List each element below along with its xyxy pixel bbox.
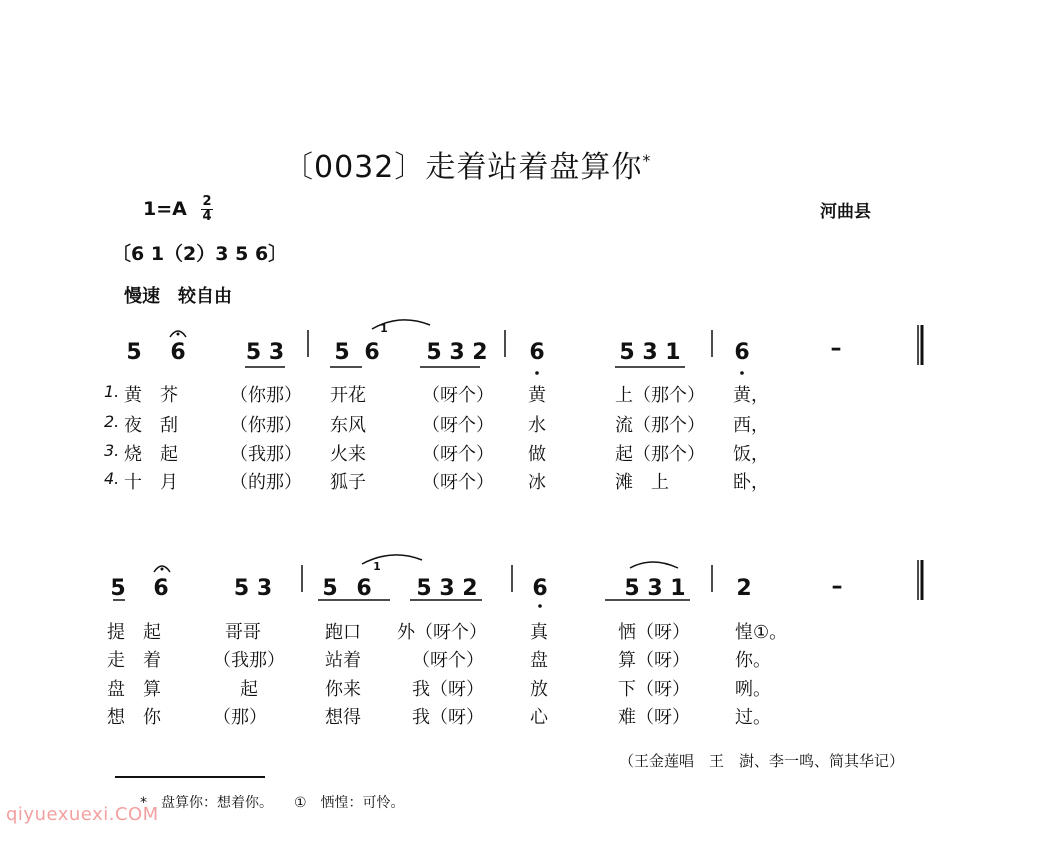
lyric: 卧， bbox=[733, 472, 769, 493]
note: 5 3 2 bbox=[416, 576, 478, 601]
lyric: 算（呀） bbox=[618, 650, 690, 671]
lyric: 夜 刮 bbox=[124, 415, 178, 436]
lyric: 东风 bbox=[330, 415, 366, 436]
note: 5 3 bbox=[233, 576, 273, 601]
lyric: 过。 bbox=[735, 707, 771, 728]
lyric: 烧 起 bbox=[124, 444, 178, 465]
lower-octave-dot bbox=[538, 604, 542, 608]
lyric: 哥哥 bbox=[225, 622, 261, 643]
lyric: 难（呀） bbox=[618, 707, 690, 728]
note: 5 bbox=[334, 340, 350, 365]
lyric: 狐子 bbox=[330, 472, 366, 493]
lyric: 惶①。 bbox=[735, 622, 788, 643]
lyric: 心 bbox=[530, 707, 548, 728]
lyric: 饭， bbox=[733, 444, 769, 465]
footnote-divider bbox=[115, 776, 265, 778]
title-footnote-mark: * bbox=[642, 151, 652, 170]
lower-octave-dot bbox=[740, 371, 744, 375]
staff-2-markings bbox=[100, 550, 940, 620]
verse-number: 3. bbox=[104, 441, 120, 460]
fermata-dot bbox=[177, 333, 180, 336]
note: 5 3 1 bbox=[624, 576, 686, 601]
lyric: 下（呀） bbox=[618, 679, 690, 700]
lyric: 开花 bbox=[330, 385, 366, 406]
note: 5 bbox=[322, 576, 338, 601]
grace-note: 1 bbox=[373, 560, 381, 573]
lyric: 上（那个） bbox=[615, 385, 705, 406]
lyric: 跑口 bbox=[325, 622, 361, 643]
slur-icon bbox=[372, 320, 430, 329]
lyric: 外（呀个） bbox=[397, 622, 487, 643]
note: 6 bbox=[170, 340, 186, 365]
place-of-origin: 河曲县 bbox=[820, 202, 871, 222]
lyric: 火来 bbox=[330, 444, 366, 465]
meter-bottom: 4 bbox=[202, 209, 212, 224]
lyric: （呀个） bbox=[422, 385, 494, 406]
lyric: （呀个） bbox=[412, 650, 484, 671]
lyric: （那） bbox=[213, 707, 267, 728]
key-label: 1=A bbox=[143, 198, 187, 220]
lyric: （你那） bbox=[230, 415, 302, 436]
lyric: 盘 bbox=[530, 650, 548, 671]
footnote: * 盘算你：想着你。 ① 恓惶：可怜。 bbox=[140, 795, 405, 811]
lyric: 黄 芥 bbox=[124, 385, 178, 406]
lyric: 水 bbox=[528, 415, 546, 436]
lyric: 流（那个） bbox=[615, 415, 705, 436]
lyric: 想得 bbox=[325, 707, 361, 728]
fermata-dot bbox=[161, 568, 164, 571]
lyric: 恓（呀） bbox=[618, 622, 690, 643]
lyric: 我（呀） bbox=[412, 707, 484, 728]
lyric: 西， bbox=[733, 415, 769, 436]
lyric: 十 月 bbox=[124, 472, 178, 493]
note: 6 bbox=[153, 576, 169, 601]
note: 5 3 bbox=[245, 340, 285, 365]
lyric: 黄， bbox=[733, 385, 769, 406]
note: – bbox=[830, 336, 842, 361]
note: 6 bbox=[734, 340, 750, 365]
lyric: 盘 算 bbox=[107, 679, 161, 700]
watermark: qiyuexuexi.COM bbox=[6, 804, 159, 825]
lyric: （我那） bbox=[230, 444, 302, 465]
note: 6 bbox=[356, 576, 372, 601]
lyric: 你来 bbox=[325, 679, 361, 700]
lyric: 真 bbox=[530, 622, 548, 643]
lyric: 起（那个） bbox=[615, 444, 705, 465]
note: 5 bbox=[110, 576, 126, 601]
lyric: （呀个） bbox=[422, 415, 494, 436]
lyric: 提 起 bbox=[107, 622, 161, 643]
note: 6 bbox=[364, 340, 380, 365]
note: 5 3 2 bbox=[426, 340, 488, 365]
verse-number: 2. bbox=[104, 412, 120, 431]
lower-octave-dot bbox=[535, 371, 539, 375]
lyric: 起 bbox=[240, 679, 258, 700]
note: 5 bbox=[126, 340, 142, 365]
note: 6 bbox=[532, 576, 548, 601]
lyric: 站着 bbox=[325, 650, 361, 671]
grace-note: 1 bbox=[380, 322, 388, 335]
lyric: 你。 bbox=[735, 650, 771, 671]
lyric: （的那） bbox=[230, 472, 302, 493]
intro-phrase: 〔6 1（2）3 5 6〕 bbox=[112, 243, 288, 265]
time-signature bbox=[201, 195, 212, 224]
slur-icon bbox=[630, 562, 678, 568]
lyric: 想 你 bbox=[107, 707, 161, 728]
transcription-credit: （王金莲唱 王 澍、李一鸣、简其华记） bbox=[618, 752, 904, 770]
note: – bbox=[831, 574, 843, 599]
slur-icon bbox=[362, 555, 422, 564]
lyric: （呀个） bbox=[422, 472, 494, 493]
meter-top: 2 bbox=[202, 194, 212, 209]
song-name: 走着站着盘算你 bbox=[425, 150, 643, 185]
lyric: 走 着 bbox=[107, 650, 161, 671]
lyric: 我（呀） bbox=[412, 679, 484, 700]
key-signature bbox=[143, 195, 213, 224]
lyric: 滩 上 bbox=[615, 472, 669, 493]
note: 2 bbox=[736, 576, 752, 601]
lyric: （你那） bbox=[230, 385, 302, 406]
song-number: 〔0032〕 bbox=[283, 150, 426, 185]
staff-1-markings bbox=[100, 315, 940, 385]
note: 6 bbox=[529, 340, 545, 365]
lyric: 放 bbox=[530, 679, 548, 700]
verse-number: 4. bbox=[104, 469, 120, 488]
lyric: 冰 bbox=[528, 472, 546, 493]
lyric: 黄 bbox=[528, 385, 546, 406]
tempo-marking: 慢速 较自由 bbox=[124, 286, 232, 307]
lyric: 咧。 bbox=[735, 679, 771, 700]
note: 5 3 1 bbox=[619, 340, 681, 365]
lyric: 做 bbox=[528, 444, 546, 465]
lyric: （我那） bbox=[213, 650, 285, 671]
song-title bbox=[283, 142, 651, 186]
verse-number: 1. bbox=[104, 382, 120, 401]
lyric: （呀个） bbox=[422, 444, 494, 465]
